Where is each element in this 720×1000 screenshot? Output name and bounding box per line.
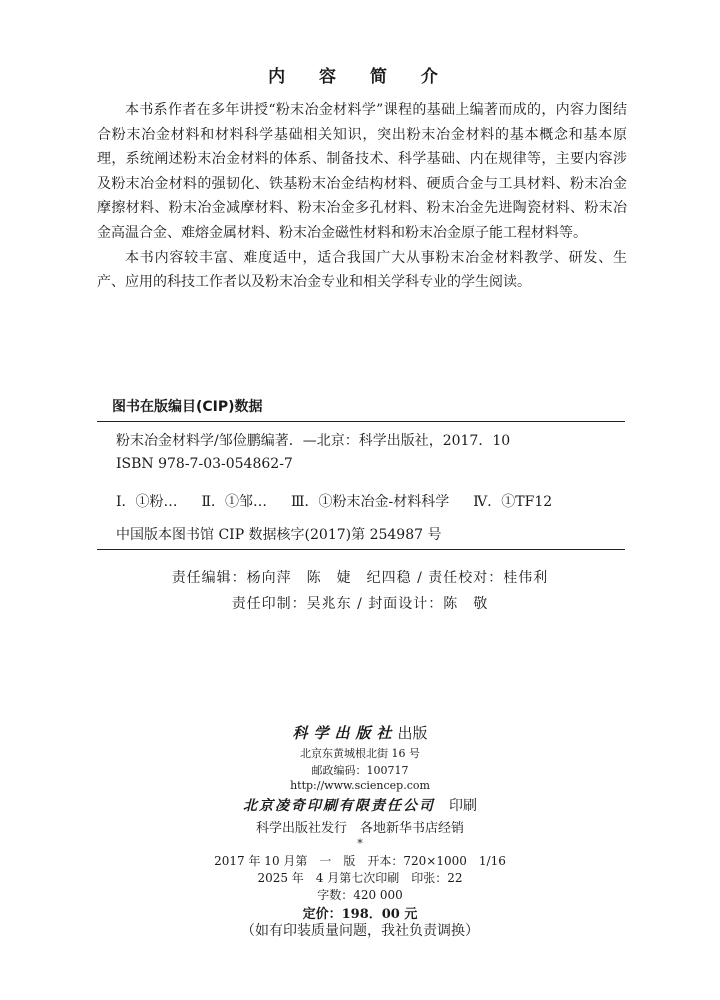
quality-notice: （如有印装质量问题，我社负责调换） xyxy=(241,923,479,939)
cip-isbn: ISBN 978-7-03-054862-7 xyxy=(116,456,293,472)
publisher-suffix: 出版 xyxy=(397,724,428,742)
printer-suffix: 印刷 xyxy=(449,798,477,814)
cip-record-number: 中国版本图书馆 CIP 数据核字(2017)第 254987 号 xyxy=(116,527,442,543)
cip-bottom-rule xyxy=(97,549,625,550)
printer-line xyxy=(0,795,720,815)
intro-body xyxy=(97,98,627,295)
distribution-line: 科学出版社发行 各地新华书店经销 xyxy=(255,821,464,836)
cip-class-3: Ⅲ．①粉末冶金-材料科学 xyxy=(291,494,450,510)
cip-class-2: Ⅱ．①邹… xyxy=(201,494,268,510)
intro-paragraph-2: 本书内容较丰富、难度适中，适合我国广大从事粉末冶金材料教学、研发、生产、应用的科技工作者以及粉末冶金专业和相关学科专业的学生阅读。 xyxy=(97,249,627,291)
cip-top-rule xyxy=(97,421,625,422)
cip-title-line: 粉末冶金材料学/邹俭鹏编著．—北京：科学出版社，2017．10 xyxy=(116,433,511,449)
editor-credits: 责任编辑：杨向萍 陈 婕 纪四稳 / 责任校对：桂伟利 xyxy=(171,570,549,586)
wordcount-line: 字数：420 000 xyxy=(317,888,403,902)
publisher-website: http://www.sciencep.com xyxy=(290,779,430,792)
cip-class-1: Ⅰ．①粉… xyxy=(116,494,178,510)
publisher-postcode: 邮政编码：100717 xyxy=(311,764,409,777)
separator-star: * xyxy=(357,837,363,850)
production-credits: 责任印制：吴兆东 / 封面设计：陈 敬 xyxy=(231,596,489,612)
intro-paragraph-1: 本书系作者在多年讲授“粉末冶金材料学”课程的基础上编著而成的，内容力图结合粉末冶金材料和材料科学基础相关知识，突出粉末冶金材料的基本概念和基本原理，系统阐述粉末冶金材料的体系、制备技术、科学基础、内在规律等，主要内容涉及粉末冶金材料的强韧化、铁基粉末冶金结构材料、硬质合金与工具材料、粉末冶金摩擦材料、粉末冶金减摩材料、粉末冶金多孔材料、粉末冶金先进陶瓷材料、粉末冶金高温合金、难熔金属材料、粉末冶金磁性材料和粉末冶金原子能工程材料等。 xyxy=(97,102,627,241)
publisher-line xyxy=(0,722,720,743)
publisher-name: 科学出版社 xyxy=(292,724,398,742)
price-line: 定价：198．00 元 xyxy=(302,907,418,922)
intro-title: 内 容 简 介 xyxy=(268,67,452,87)
printer-name: 北京凌奇印刷有限责任公司 xyxy=(243,798,435,814)
publisher-address: 北京东黄城根北街 16 号 xyxy=(300,747,420,760)
cip-classification xyxy=(116,491,576,511)
cip-heading: 图书在版编目(CIP)数据 xyxy=(112,399,263,415)
impression-line: 2025 年 4 月第七次印刷 印张：22 xyxy=(257,871,463,885)
edition-line: 2017 年 10 月第 一 版 开本：720×1000 1/16 xyxy=(214,854,506,868)
cip-class-4: Ⅳ．①TF12 xyxy=(473,494,553,510)
